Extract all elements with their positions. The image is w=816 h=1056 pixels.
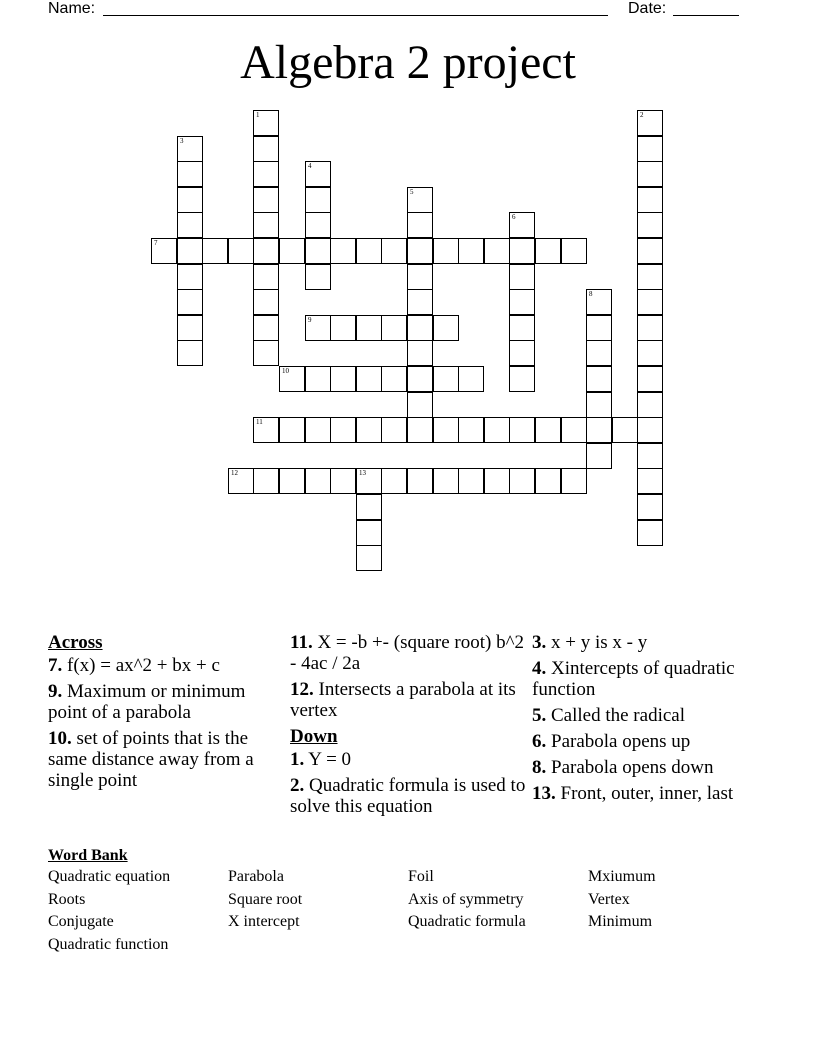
clue-text: Parabola opens up [551,731,691,752]
crossword-cell[interactable] [637,392,663,418]
crossword-cell[interactable] [509,468,535,494]
clue-down-4 [532,658,768,700]
clue-text: set of points that is the same distance away from a single point [48,728,254,791]
crossword-cell[interactable] [637,315,663,341]
crossword-cell[interactable] [637,366,663,392]
cell-number: 1 [256,111,260,119]
crossword-cell[interactable] [433,417,459,443]
word-bank-item: Quadratic function [48,935,169,953]
crossword-cell[interactable] [535,468,561,494]
crossword-cell[interactable] [305,468,331,494]
crossword-cell[interactable] [356,417,382,443]
crossword-cell[interactable] [509,238,535,264]
crossword-cell[interactable] [561,238,587,264]
word-bank-list [48,866,768,956]
crossword-cell[interactable] [484,238,510,264]
clue-down-2 [290,775,526,817]
crossword-cell[interactable] [253,417,279,443]
crossword-cell[interactable] [637,468,663,494]
clue-across-9 [48,681,280,723]
crossword-cell[interactable] [356,494,382,520]
crossword-cell[interactable] [356,366,382,392]
cell-number: 11 [256,418,263,426]
crossword-cell[interactable] [381,366,407,392]
crossword-cell[interactable] [535,238,561,264]
crossword-cell[interactable] [407,289,433,315]
crossword-cell[interactable] [305,187,331,213]
crossword-cell[interactable] [253,264,279,290]
crossword-cell[interactable] [253,315,279,341]
crossword-cell[interactable] [637,443,663,469]
word-bank-item: Square root [228,890,303,908]
crossword-cell[interactable] [612,417,638,443]
clue-number: 4. [532,658,547,679]
crossword-cell[interactable] [407,468,433,494]
crossword-cell[interactable] [177,161,203,187]
name-label: Name: [48,0,96,17]
down-heading: Down [290,726,338,747]
crossword-cell[interactable] [433,366,459,392]
crossword-cell[interactable] [253,289,279,315]
crossword-cell[interactable] [177,136,203,162]
page-title: Algebra 2 project [240,36,576,89]
clue-across-10 [48,728,280,791]
clue-number: 1. [290,749,305,770]
crossword-cell[interactable] [433,315,459,341]
crossword-cell[interactable] [305,264,331,290]
clue-number: 5. [532,705,547,726]
clue-text: Y = 0 [308,749,352,770]
cell-number: 10 [282,367,289,375]
crossword-cell[interactable] [279,468,305,494]
crossword-cell[interactable] [637,494,663,520]
crossword-cell[interactable] [509,340,535,366]
crossword-cell[interactable] [253,238,279,264]
crossword-cell[interactable] [356,468,382,494]
cell-number: 7 [154,239,158,247]
word-bank-title: Word Bank [48,847,128,864]
crossword-cell[interactable] [509,315,535,341]
crossword-cell[interactable] [509,417,535,443]
crossword-cell[interactable] [177,315,203,341]
clue-text: Front, outer, inner, last [560,783,734,804]
crossword-cell[interactable] [637,417,663,443]
crossword-cell[interactable] [637,264,663,290]
crossword-cell[interactable] [305,417,331,443]
clue-text: Quadratic formula is used to solve this equation [290,775,526,817]
clue-number: 2. [290,775,305,796]
date-blank[interactable] [673,15,739,16]
crossword-cell[interactable] [356,520,382,546]
clue-text: Xintercepts of quadratic function [532,658,735,700]
crossword-cell[interactable] [381,315,407,341]
clue-text: Called the radical [551,705,685,726]
crossword-cell[interactable] [177,212,203,238]
word-bank-item: Parabola [228,868,284,885]
crossword-cell[interactable] [330,417,356,443]
clue-across-12 [290,679,526,721]
crossword-cell[interactable] [305,366,331,392]
crossword-cell[interactable] [381,417,407,443]
clue-number: 10. [48,728,72,749]
crossword-cell[interactable] [253,110,279,136]
cell-number: 2 [640,111,644,119]
clue-down-5 [532,705,768,726]
word-bank-item: Roots [48,890,86,908]
crossword-cell[interactable] [356,238,382,264]
crossword-cell[interactable] [458,468,484,494]
crossword-cell[interactable] [586,289,612,315]
word-bank-item: Quadratic equation [48,868,171,885]
crossword-cell[interactable] [305,315,331,341]
clue-number: 7. [48,655,63,676]
word-bank-item: Conjugate [48,913,114,930]
crossword-cell[interactable] [433,238,459,264]
crossword-cell[interactable] [202,238,228,264]
crossword-cell[interactable] [509,366,535,392]
crossword-cell[interactable] [433,468,459,494]
clue-number: 12. [290,679,314,700]
crossword-cell[interactable] [279,366,305,392]
clue-across-11 [290,632,526,674]
clues-column-2 [290,632,526,822]
crossword-cell[interactable] [586,392,612,418]
crossword-cell[interactable] [484,468,510,494]
word-bank-item: Axis of symmetry [408,890,524,908]
clue-down-13 [532,783,768,804]
crossword-cell[interactable] [381,468,407,494]
crossword-cell[interactable] [228,468,254,494]
crossword-cell[interactable] [177,289,203,315]
word-bank-item: Quadratic formula [408,913,526,930]
cell-number: 9 [308,316,312,324]
clue-text: x + y is x - y [551,632,648,653]
crossword-cell[interactable] [586,315,612,341]
crossword-cell[interactable] [586,366,612,392]
crossword-cell[interactable] [407,366,433,392]
crossword-cell[interactable] [561,468,587,494]
crossword-cell[interactable] [253,187,279,213]
crossword-cell[interactable] [509,212,535,238]
clue-text: X = -b +- (square root) b^2 - 4ac / 2a [290,632,525,674]
crossword-cell[interactable] [305,212,331,238]
crossword-cell[interactable] [637,289,663,315]
crossword-cell[interactable] [279,238,305,264]
crossword-cell[interactable] [356,315,382,341]
clues-column-1 [48,632,280,796]
crossword-cell[interactable] [458,417,484,443]
clue-number: 11. [290,632,313,653]
crossword-cell[interactable] [381,238,407,264]
crossword-cell[interactable] [305,238,331,264]
clue-number: 13. [532,783,556,804]
crossword-cell[interactable] [407,238,433,264]
crossword-cell[interactable] [458,238,484,264]
word-bank-item: X intercept [228,913,300,930]
clue-text: Parabola opens down [551,757,714,778]
crossword-cell[interactable] [407,315,433,341]
clue-number: 8. [532,757,547,778]
crossword-cell[interactable] [407,417,433,443]
crossword-cell[interactable] [561,417,587,443]
crossword-cell[interactable] [407,264,433,290]
clue-across-7 [48,655,280,676]
word-bank-item: Vertex [588,890,630,908]
cell-number: 12 [231,469,238,477]
crossword-cell[interactable] [637,161,663,187]
crossword-cell[interactable] [177,238,203,264]
crossword-cell[interactable] [586,443,612,469]
crossword-cell[interactable] [228,238,254,264]
crossword-cell[interactable] [253,468,279,494]
crossword-cell[interactable] [253,161,279,187]
crossword-cell[interactable] [407,187,433,213]
clue-number: 9. [48,681,63,702]
crossword-cell[interactable] [509,264,535,290]
word-bank-item: Mxiumum [588,868,656,885]
clue-text: Intersects a parabola at its vertex [290,679,516,721]
crossword-cell[interactable] [637,520,663,546]
word-bank-item: Foil [408,868,434,885]
cell-number: 4 [308,162,312,170]
clue-down-3 [532,632,768,653]
name-blank[interactable] [103,15,608,16]
crossword-cell[interactable] [586,417,612,443]
crossword-cell[interactable] [407,392,433,418]
word-bank-item: Minimum [588,913,653,930]
clue-number: 3. [532,632,547,653]
crossword-cell[interactable] [177,264,203,290]
crossword-cell[interactable] [356,545,382,571]
clues-column-3 [532,632,768,809]
crossword-cell[interactable] [177,187,203,213]
crossword-cell[interactable] [253,212,279,238]
crossword-cell[interactable] [253,136,279,162]
header [48,0,748,20]
crossword-cell[interactable] [305,161,331,187]
crossword-cell[interactable] [637,136,663,162]
crossword-cell[interactable] [535,417,561,443]
crossword-cell[interactable] [637,110,663,136]
clue-down-6 [532,731,768,752]
crossword-cell[interactable] [637,187,663,213]
cell-number: 6 [512,213,516,221]
crossword-cell[interactable] [177,340,203,366]
crossword-cell[interactable] [484,417,510,443]
crossword-cell[interactable] [253,340,279,366]
crossword-cell[interactable] [407,340,433,366]
cell-number: 8 [589,290,593,298]
crossword-cell[interactable] [151,238,177,264]
crossword-cell[interactable] [637,340,663,366]
crossword-cell[interactable] [509,289,535,315]
crossword-cell[interactable] [637,212,663,238]
crossword-cell[interactable] [279,417,305,443]
clue-text: Maximum or minimum point of a parabola [48,681,246,723]
crossword-cell[interactable] [330,315,356,341]
crossword-cell[interactable] [458,366,484,392]
clue-down-1 [290,749,526,770]
crossword-cell[interactable] [330,468,356,494]
crossword-cell[interactable] [330,238,356,264]
date-label: Date: [628,0,667,17]
cell-number: 5 [410,188,414,196]
across-heading: Across [48,632,103,653]
clue-number: 6. [532,731,547,752]
word-bank [48,846,768,956]
crossword-cell[interactable] [586,340,612,366]
cell-number: 3 [180,137,184,145]
crossword-cell[interactable] [407,212,433,238]
cell-number: 13 [359,469,366,477]
crossword-cell[interactable] [330,366,356,392]
clue-text: f(x) = ax^2 + bx + c [67,655,220,676]
crossword-cell[interactable] [637,238,663,264]
clue-down-8 [532,757,768,778]
